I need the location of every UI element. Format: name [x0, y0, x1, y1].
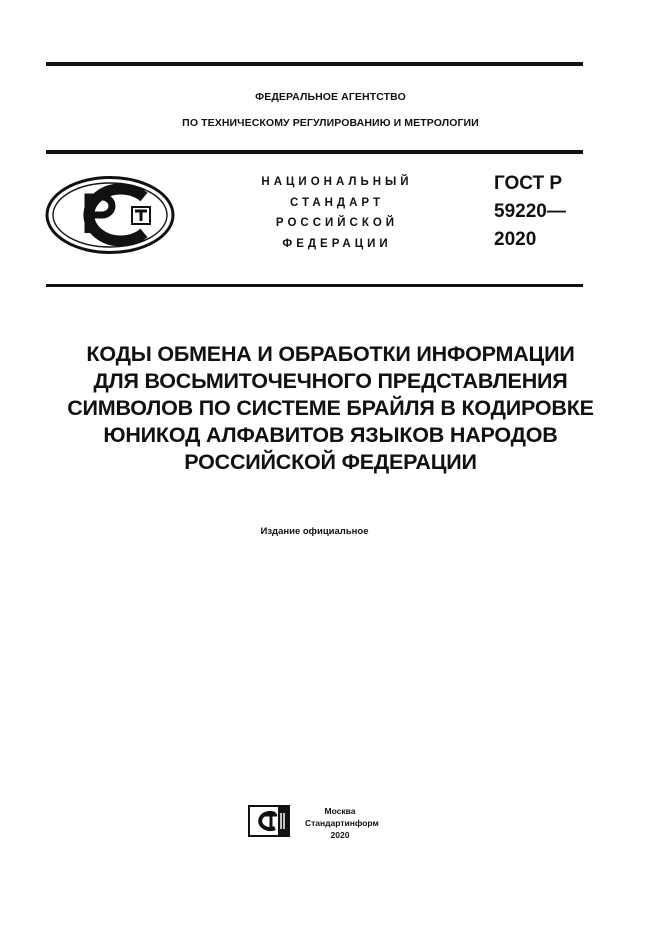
standard-type-line-1: НАЦИОНАЛЬНЫЙ	[261, 176, 413, 188]
designation-line-3: 2020	[494, 229, 537, 250]
title-line-3: СИМВОЛОВ ПО СИСТЕМЕ БРАЙЛЯ В КОДИРОВКЕ	[67, 396, 594, 420]
standard-type-line-4: ФЕДЕРАЦИИ	[282, 237, 392, 250]
publisher-year: 2020	[330, 830, 350, 840]
title-line-4: ЮНИКОД АЛФАВИТОВ ЯЗЫКОВ НАРОДОВ	[103, 423, 558, 447]
designation-line-1: ГОСТ Р	[494, 173, 563, 194]
standard-type-line-3: РОССИЙСКОЙ	[275, 217, 399, 229]
title-line-5: РОССИЙСКОЙ ФЕДЕРАЦИИ	[184, 450, 477, 474]
publisher-info	[305, 805, 379, 841]
publisher-name: Стандартинформ	[305, 818, 379, 828]
section-rule	[46, 284, 583, 287]
edition-label: Издание официальное	[260, 526, 369, 537]
publisher-city: Москва	[324, 806, 356, 816]
designation-line-2: 59220—	[494, 201, 566, 222]
top-rule	[46, 62, 583, 66]
title-line-1: КОДЫ ОБМЕНА И ОБРАБОТКИ ИНФОРМАЦИИ	[86, 342, 575, 366]
standard-type	[222, 172, 452, 254]
agency-line-1: ФЕДЕРАЛЬНОЕ АГЕНТСТВО	[255, 91, 406, 103]
standard-designation	[494, 170, 566, 254]
standartinform-logo-icon	[248, 805, 290, 837]
standard-type-line-2: СТАНДАРТ	[290, 196, 384, 209]
agency-line-2: ПО ТЕХНИЧЕСКОМУ РЕГУЛИРОВАНИЮ И МЕТРОЛОГИИ	[182, 117, 479, 129]
document-title	[40, 341, 621, 476]
rst-logo-icon	[44, 175, 176, 255]
title-line-2: ДЛЯ ВОСЬМИТОЧЕЧНОГО ПРЕДСТАВЛЕНИЯ	[93, 369, 568, 393]
header-rule	[46, 150, 583, 154]
